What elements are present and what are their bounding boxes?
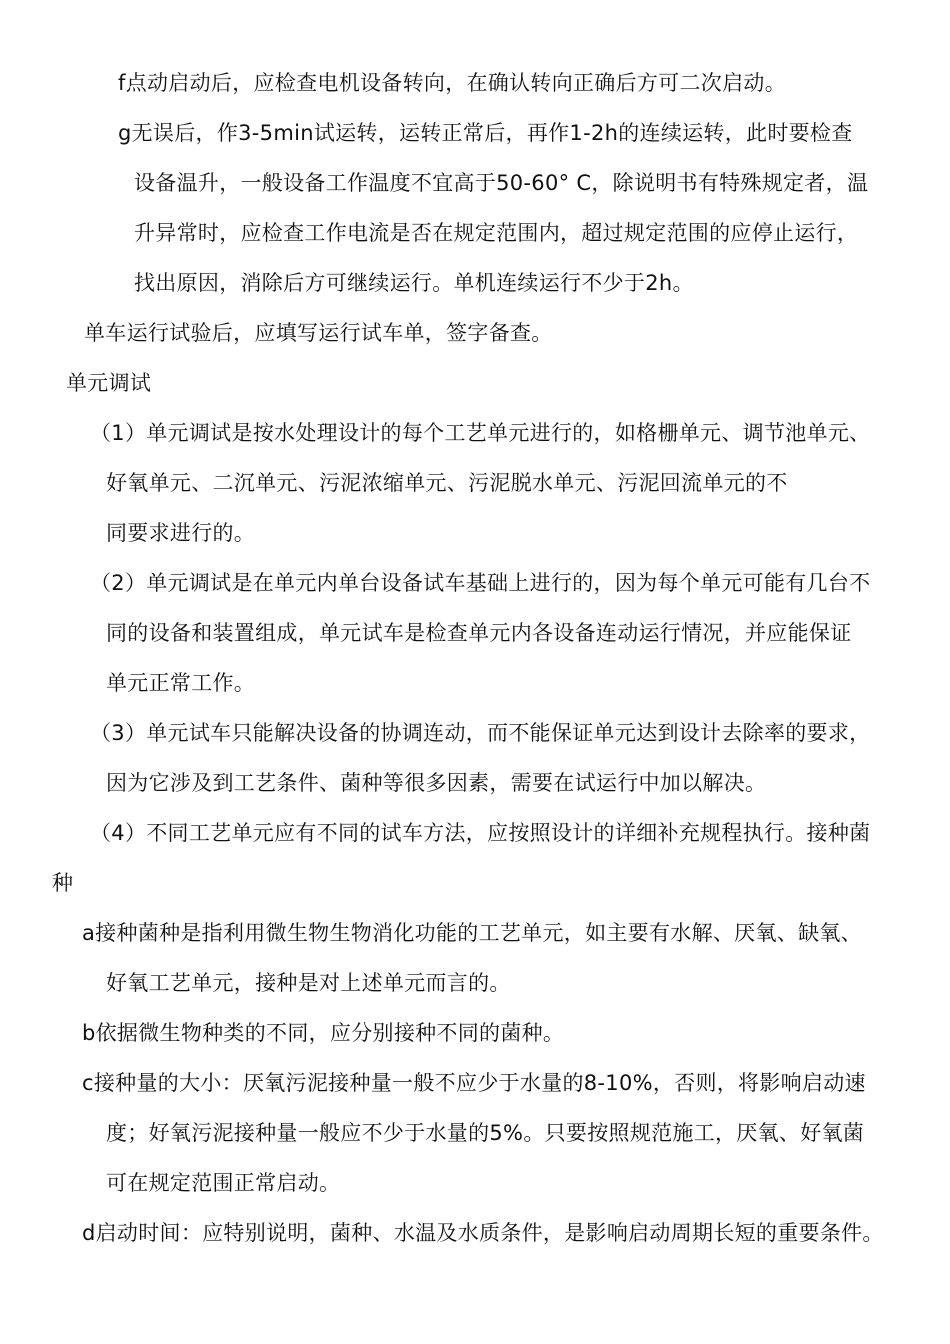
text-line: （1）单元调试是按水处理设计的每个工艺单元进行的，如格栅单元、调节池单元、 (90, 421, 871, 445)
text-line: （3）单元试车只能解决设备的协调连动，而不能保证单元达到设计去除率的要求， (90, 721, 871, 745)
text-line: g无误后，作3-5min试运转，运转正常后，再作1-2h的连续运转，此时要检查 (118, 121, 853, 145)
text-line: 因为它涉及到工艺条件、菌种等很多因素，需要在试运行中加以解决。 (106, 771, 767, 795)
text-line: 同的设备和装置组成，单元试车是检查单元内各设备连动运行情况，并应能保证 (106, 621, 852, 645)
text-line: 找出原因，消除后方可继续运行。单机连续运行不少于2h。 (134, 271, 694, 295)
text-line: b依据微生物种类的不同，应分别接种不同的菌种。 (82, 1021, 565, 1045)
text-line: 种 (52, 871, 74, 895)
text-line: 设备温升，一般设备工作温度不宜高于50-60° C，除说明书有特殊规定者，温 (134, 171, 869, 195)
text-line: 可在规定范围正常启动。 (106, 1171, 341, 1195)
text-line: 同要求进行的。 (106, 521, 256, 545)
text-line: 度；好氧污泥接种量一般应不少于水量的5%。只要按照规范施工，厌氧、好氧菌 (106, 1121, 865, 1145)
text-line: （2）单元调试是在单元内单台设备试车基础上进行的，因为每个单元可能有几台不 (90, 571, 871, 595)
text-line: 单元正常工作。 (106, 671, 256, 695)
text-line: a接种菌种是指利用微生物生物消化功能的工艺单元，如主要有水解、厌氧、缺氧、 (82, 921, 862, 945)
text-line: 升异常时，应检查工作电流是否在规定范围内，超过规定范围的应停止运行， (134, 221, 859, 245)
text-line: 好氧单元、二沉单元、污泥浓缩单元、污泥脱水单元、污泥回流单元的不 (106, 471, 788, 495)
text-line: d启动时间：应特别说明，菌种、水温及水质条件，是影响启动周期长短的重要条件。 (82, 1221, 884, 1245)
text-line: c接种量的大小：厌氧污泥接种量一般不应少于水量的8-10%，否则，将影响启动速 (82, 1071, 866, 1095)
section-heading: 单元调试 (66, 371, 152, 395)
text-line: 好氧工艺单元，接种是对上述单元而言的。 (106, 971, 511, 995)
text-line: （4）不同工艺单元应有不同的试车方法，应按照设计的详细补充规程执行。接种菌 (90, 821, 871, 845)
text-line: 单车运行试验后，应填写运行试车单，签字备查。 (84, 321, 553, 345)
text-line: f点动启动后，应检查电机设备转向，在确认转向正确后方可二次启动。 (118, 71, 786, 95)
